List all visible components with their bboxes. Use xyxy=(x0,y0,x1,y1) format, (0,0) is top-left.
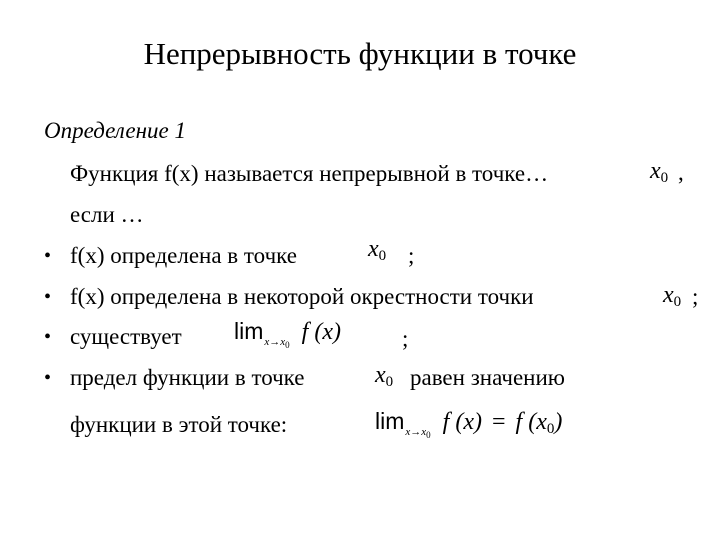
bullet-marker: • xyxy=(44,326,52,348)
bullet-1-suffix: ; xyxy=(408,243,415,268)
lim-subscript: x→x0 xyxy=(405,426,431,441)
lim-operator: lim xyxy=(234,318,264,344)
bullet-3-suffix: ; xyxy=(402,326,409,351)
slide-title: Непрерывность функции в точке xyxy=(143,36,577,71)
bullet-1-text: f(x) определена в точке xyxy=(70,243,297,268)
last-line-text: функции в этой точке: xyxy=(70,412,288,437)
continuity-formula xyxy=(375,408,562,440)
lim-subscript: x→x0 xyxy=(264,336,290,351)
bullet-4-text: предел функции в точке xyxy=(70,365,305,390)
equals-sign: = xyxy=(491,409,506,435)
bullet-marker: • xyxy=(44,286,52,308)
intro-ellipsis: … xyxy=(525,161,549,186)
bullet-3-text: существует xyxy=(70,324,182,349)
intro-line2: если … xyxy=(70,202,144,227)
lim-operator: lim xyxy=(375,408,405,434)
bullet-marker: • xyxy=(44,245,52,267)
definition-label: Определение 1 xyxy=(44,118,186,143)
bullet-2-text: f(x) определена в некоторой окрестности точки xyxy=(70,284,534,309)
intro-text xyxy=(70,161,548,187)
bullet-marker: • xyxy=(44,367,52,389)
x0-symbol: $x_0$ xyxy=(650,158,669,186)
limit-expression xyxy=(234,318,341,350)
f-of-x: f (x) xyxy=(442,409,482,435)
intro-line1: Функция f(x) называется непрерывной в точке xyxy=(70,161,526,186)
bullet-4-suffix: равен значению xyxy=(410,365,565,390)
x0-symbol: $x_0$ xyxy=(375,362,394,390)
x0-symbol: $x_0$ xyxy=(663,282,682,310)
intro-comma: , xyxy=(678,160,684,185)
bullet-2-suffix: ; xyxy=(692,284,699,309)
f-of-x: f (x) xyxy=(301,319,341,345)
f-of-x0: f $(x_0)$ xyxy=(515,409,563,437)
x0-symbol: $x_0$ xyxy=(368,236,387,264)
